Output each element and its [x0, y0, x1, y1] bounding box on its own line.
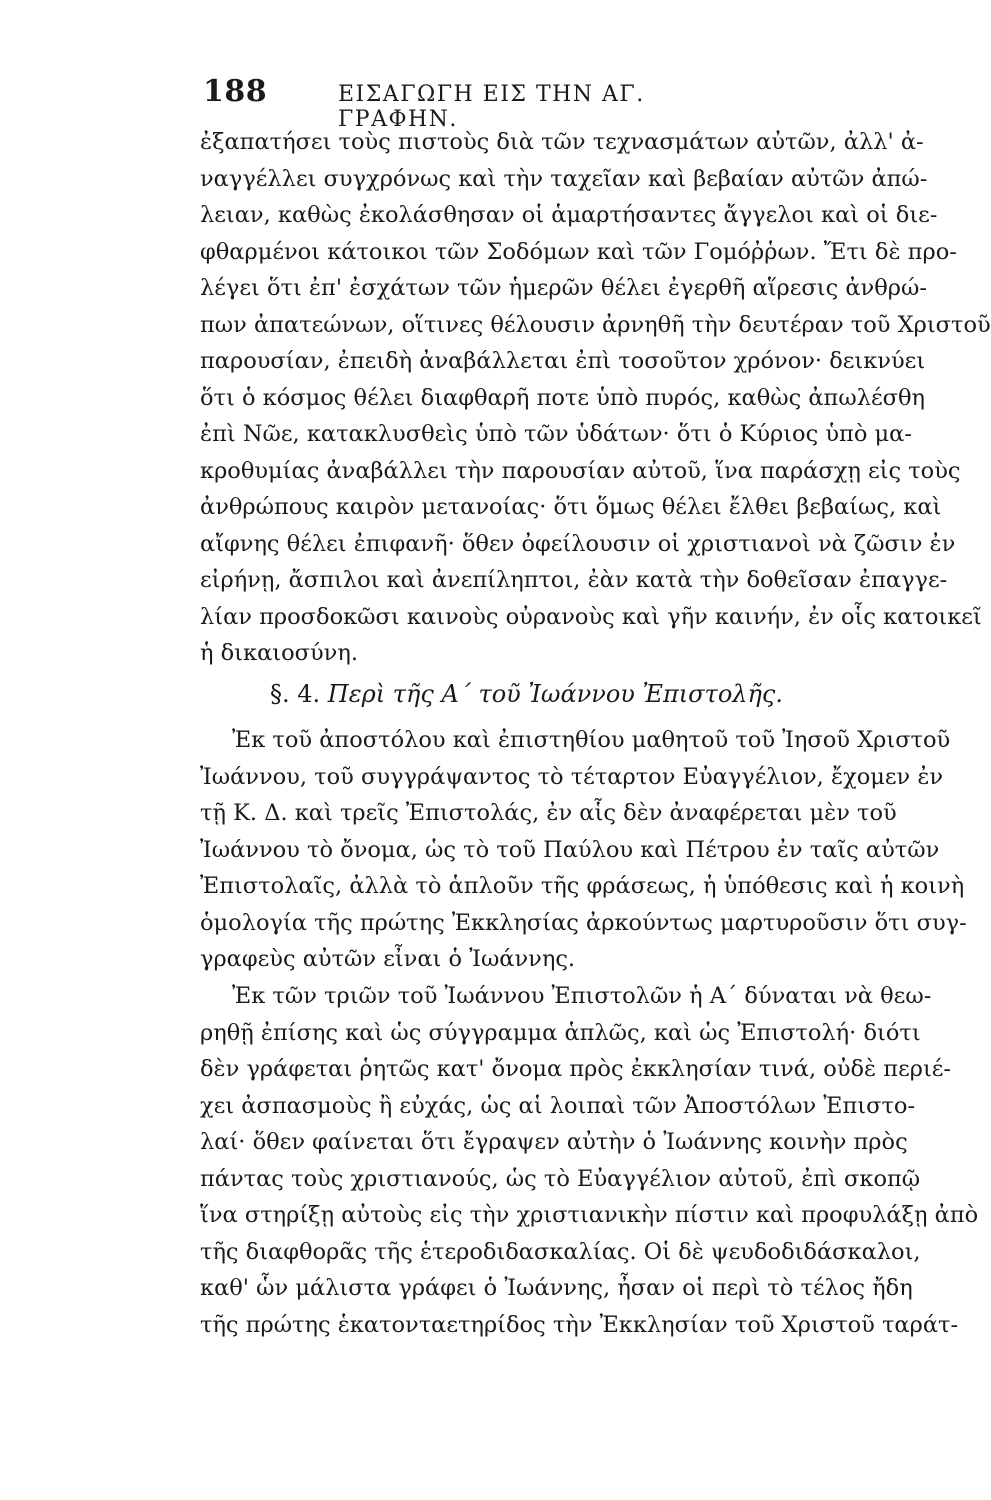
- text-line: ἀνθρώπους καιρὸν μετανοίας· ὅτι ὅμως θέλει ἔλθει βεβαίως, καὶ: [200, 494, 942, 520]
- text-line: ναγγέλλει συγχρόνως καὶ τὴν ταχεῖαν καὶ βεβαίαν αὐτῶν ἀπώ-: [200, 165, 928, 192]
- text-line: εἰρήνῃ, ἄσπιλοι καὶ ἀνεπίληπτοι, ἐὰν κατὰ τὴν δοθεῖσαν ἐπαγγε-: [200, 567, 948, 593]
- text-line: ρηθῇ ἐπίσης καὶ ὡς σύγγραμμα ἁπλῶς, καὶ ὡς Ἐπιστολή· διότι: [200, 1019, 921, 1046]
- text-line: καθ' ὧν μάλιστα γράφει ὁ Ἰωάννης, ἦσαν οἱ περὶ τὸ τέλος ἤδη: [200, 1275, 913, 1301]
- paragraph: [200, 978, 979, 1343]
- section-heading: [270, 680, 830, 708]
- text-line: γραφεὺς αὐτῶν εἶναι ὁ Ἰωάννης.: [200, 946, 576, 972]
- text-line: τῇ Κ. Δ. καὶ τρεῖς Ἐπιστολάς, ἐν αἷς δὲν ἀναφέρεται μὲν τοῦ: [200, 800, 897, 826]
- text-line: κροθυμίας ἀναβάλλει τὴν παρουσίαν αὐτοῦ, ἵνα παράσχῃ εἰς τοὺς: [200, 457, 961, 484]
- text-line: Ἐκ τοῦ ἀποστόλου καὶ ἐπιστηθίου μαθητοῦ τοῦ Ἰησοῦ Χριστοῦ: [232, 727, 951, 753]
- page-number: 188: [203, 74, 268, 109]
- section-title: Περὶ τῆς Α΄ τοῦ Ἰωάννου Ἐπιστολῆς.: [327, 680, 783, 708]
- text-line: Ἰωάννου, τοῦ συγγράψαντος τὸ τέταρτον Εὐαγγέλιον, ἔχομεν ἐν: [200, 763, 944, 790]
- text-line: Ἐπιστολαῖς, ἀλλὰ τὸ ἁπλοῦν τῆς φράσεως, ἡ ὑπόθεσις καὶ ἡ κοινὴ: [200, 873, 965, 899]
- running-title: ΕΙΣΑΓΩΓΗ ΕΙΣ ΤΗΝ ΑΓ. ΓΡΑΦΗΝ.: [338, 82, 645, 132]
- text-line: φθαρμένοι κάτοικοι τῶν Σοδόμων καὶ τῶν Γομόῤῥων. Ἔτι δὲ προ-: [200, 238, 957, 265]
- text-line: ὅτι ὁ κόσμος θέλει διαφθαρῆ ποτε ὑπὸ πυρός, καθὼς ἀπωλέσθη: [200, 384, 925, 411]
- text-line: ἐπὶ Νῶε, κατακλυσθεὶς ὑπὸ τῶν ὑδάτων· ὅτι ὁ Κύριος ὑπὸ μα-: [200, 421, 912, 447]
- text-line: λαί· ὅθεν φαίνεται ὅτι ἔγραψεν αὐτὴν ὁ Ἰωάννης κοινὴν πρὸς: [200, 1129, 908, 1155]
- text-line: τῆς διαφθορᾶς τῆς ἑτεροδιδασκαλίας. Οἱ δὲ ψευδοδιδάσκαλοι,: [200, 1238, 921, 1265]
- text-line: λέγει ὅτι ἐπ' ἐσχάτων τῶν ἡμερῶν θέλει ἐγερθῆ αἵρεσις ἀνθρώ-: [200, 275, 927, 301]
- text-line: λίαν προσδοκῶσι καινοὺς οὐρανοὺς καὶ γῆν καινήν, ἐν οἷς κατοικεῖ: [200, 603, 982, 630]
- text-line: παρουσίαν, ἐπειδὴ ἀναβάλλεται ἐπὶ τοσοῦτον χρόνον· δεικνύει: [200, 348, 926, 374]
- paragraph-continuation: [200, 124, 991, 672]
- text-line: τῆς πρώτης ἑκατονταετηρίδος τὴν Ἐκκλησίαν τοῦ Χριστοῦ ταράτ-: [200, 1311, 959, 1338]
- text-line: πων ἀπατεώνων, οἵτινες θέλουσιν ἀρνηθῆ τὴν δευτέραν τοῦ Χριστοῦ: [200, 311, 991, 338]
- text-line: Ἰωάννου τὸ ὄνομα, ὡς τὸ τοῦ Παύλου καὶ Πέτρου ἐν ταῖς αὐτῶν: [200, 836, 940, 863]
- section-number: §. 4.: [270, 680, 321, 708]
- text-line: δὲν γράφεται ῥητῶς κατ' ὄνομα πρὸς ἐκκλησίαν τινά, οὐδὲ περιέ-: [200, 1056, 952, 1082]
- text-line: ἵνα στηρίξῃ αὐτοὺς εἰς τὴν χριστιανικὴν πίστιν καὶ προφυλάξῃ ἀπὸ: [200, 1202, 979, 1228]
- page-header: [203, 74, 763, 132]
- text-line: χει ἀσπασμοὺς ἢ εὐχάς, ὡς αἱ λοιπαὶ τῶν Ἀποστόλων Ἐπιστο-: [200, 1092, 916, 1119]
- text-line: ἐξαπατήσει τοὺς πιστοὺς διὰ τῶν τεχνασμάτων αὐτῶν, ἀλλ' ἀ-: [200, 129, 924, 155]
- text-line: Ἐκ τῶν τριῶν τοῦ Ἰωάννου Ἐπιστολῶν ἡ Α΄ δύναται νὰ θεω-: [232, 983, 932, 1009]
- text-line: ἡ δικαιοσύνη.: [200, 640, 358, 666]
- text-line: πάντας τοὺς χριστιανούς, ὡς τὸ Εὐαγγέλιον αὐτοῦ, ἐπὶ σκοπῷ: [200, 1165, 921, 1192]
- paragraph: [200, 722, 967, 978]
- text-line: ὁμολογία τῆς πρώτης Ἐκκλησίας ἀρκούντως μαρτυροῦσιν ὅτι συγ-: [200, 909, 967, 936]
- text-line: λειαν, καθὼς ἐκολάσθησαν οἱ ἁμαρτήσαντες ἄγγελοι καὶ οἱ διε-: [200, 202, 938, 228]
- text-line: αἴφνης θέλει ἐπιφανῆ· ὅθεν ὀφείλουσιν οἱ χριστιανοὶ νὰ ζῶσιν ἐν: [200, 530, 956, 557]
